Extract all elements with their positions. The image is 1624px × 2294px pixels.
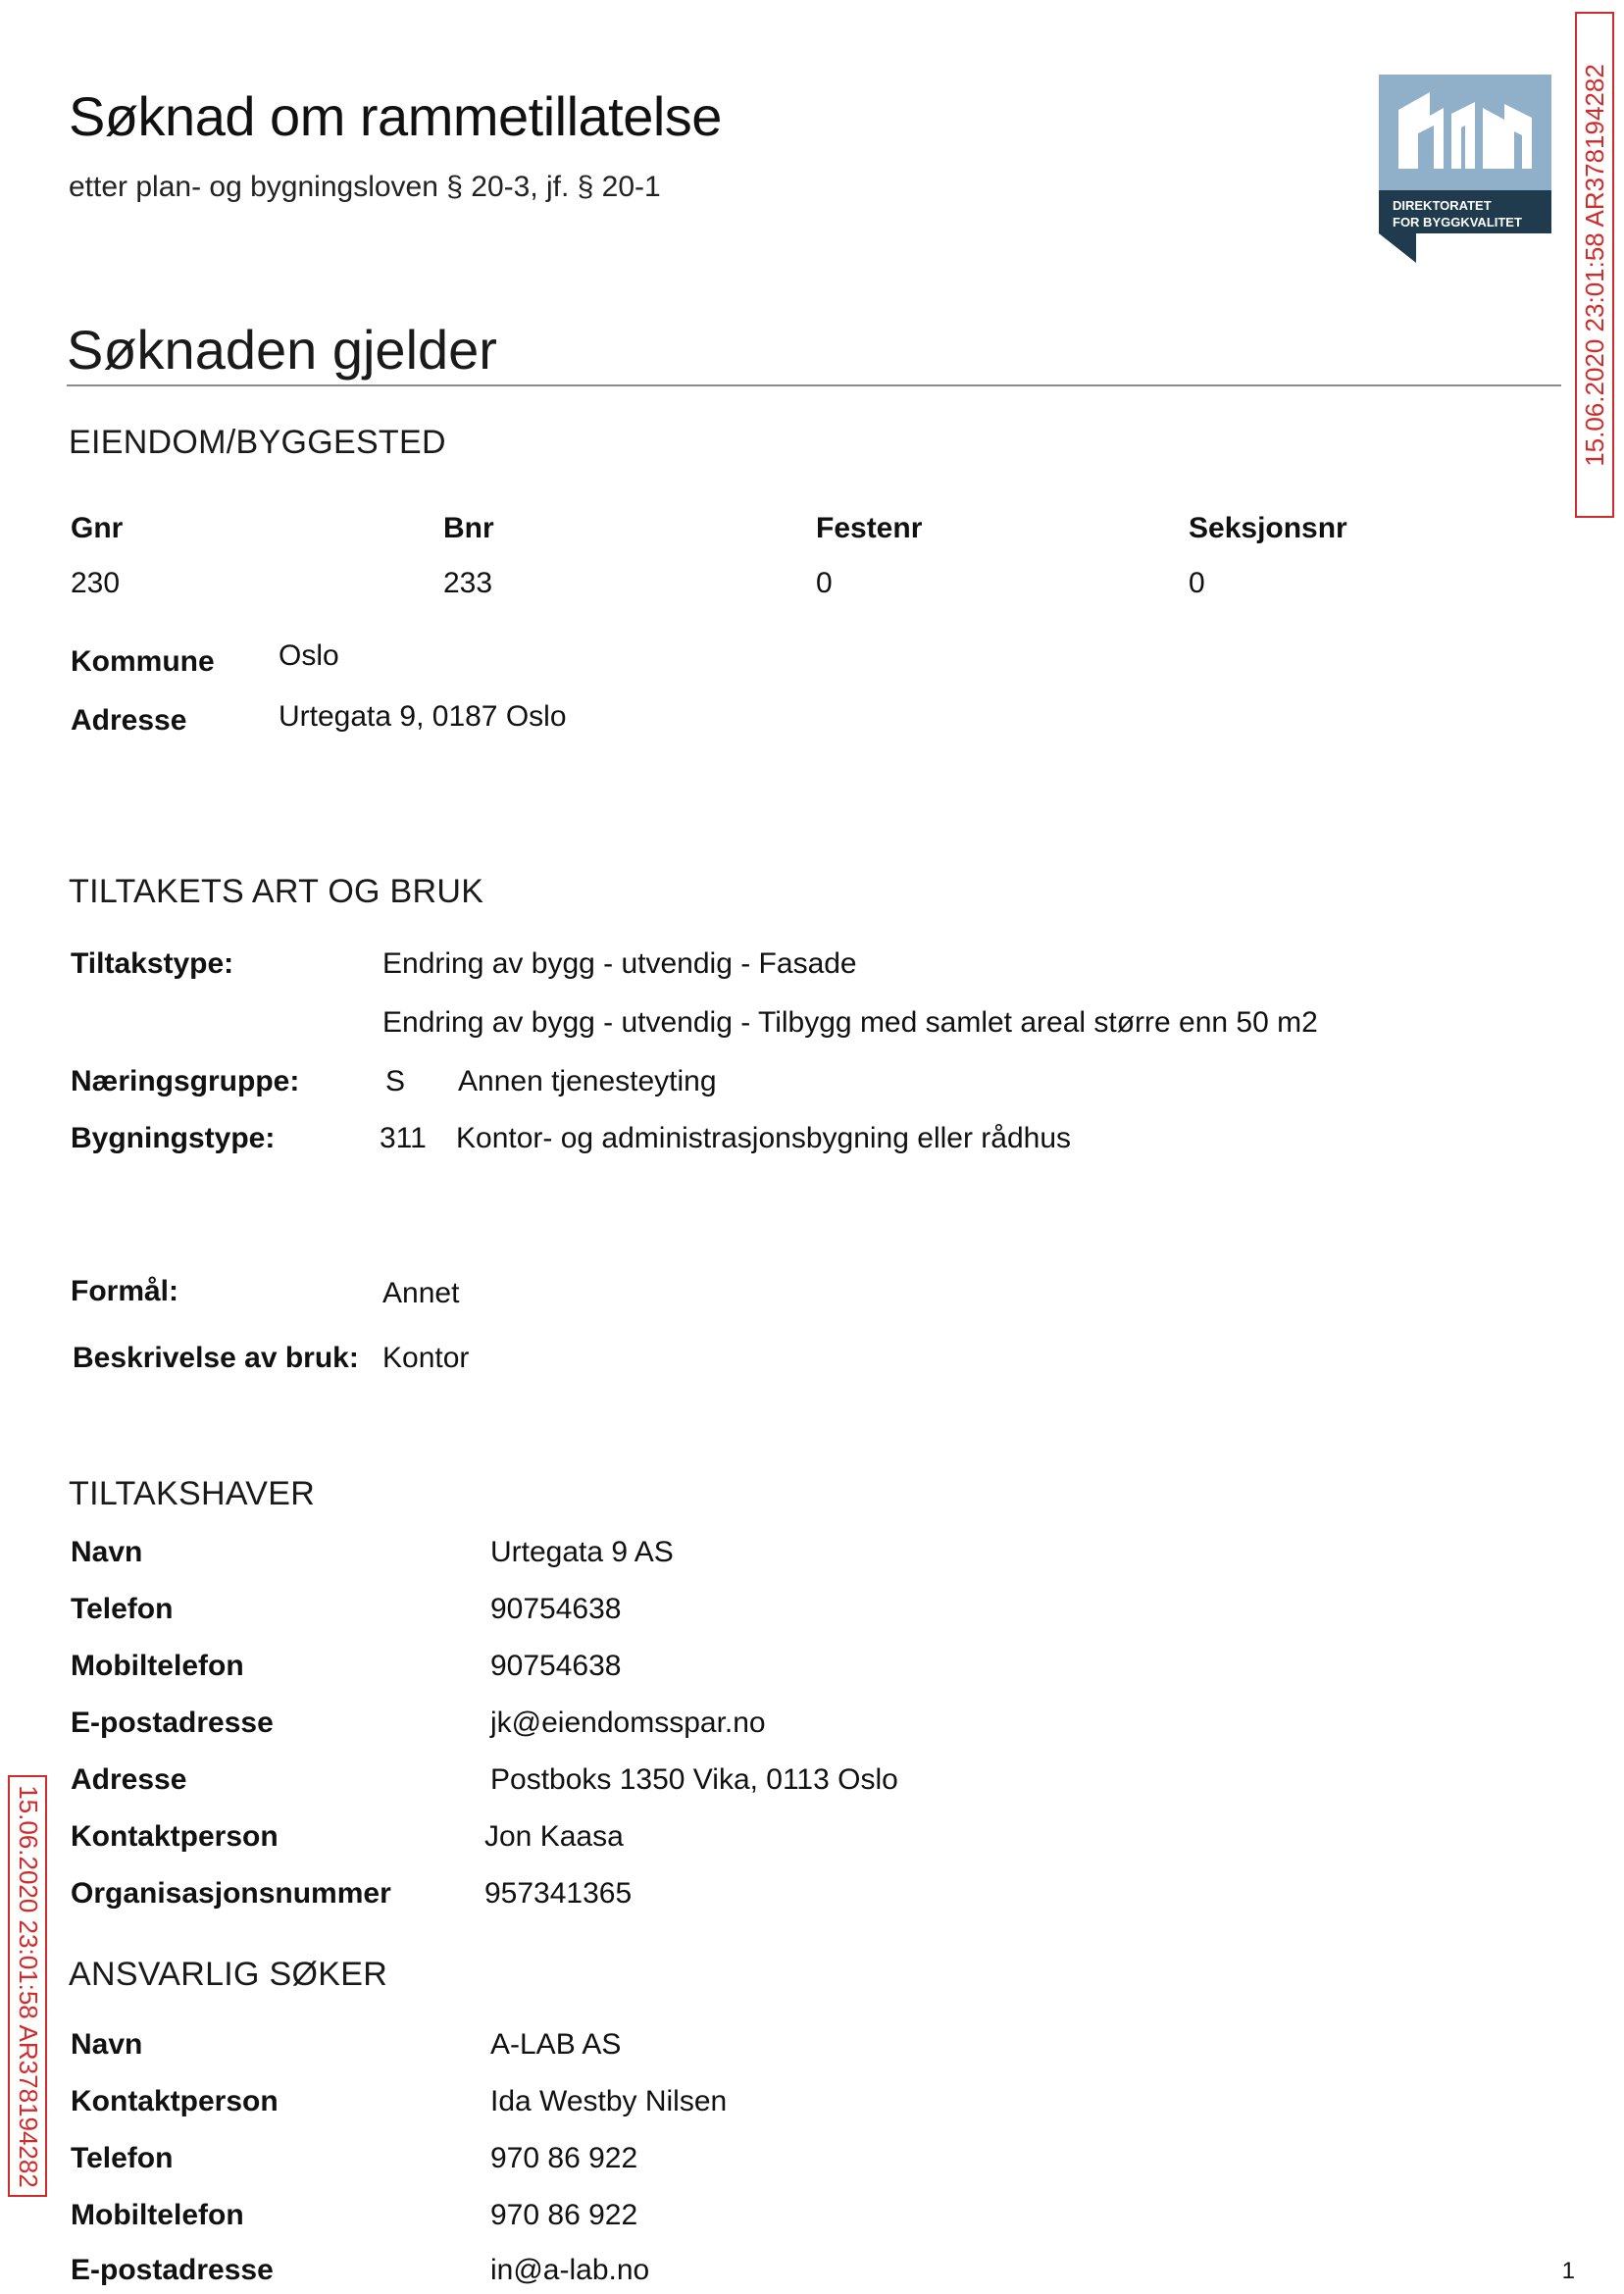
tiltakshaver-adresse-label: Adresse <box>71 1763 187 1796</box>
tiltakshaver-telefon-label: Telefon <box>71 1593 174 1625</box>
formal-label: Formål: <box>71 1275 179 1307</box>
bygningstype-label: Bygningstype: <box>71 1122 276 1154</box>
gnr-label: Gnr <box>71 512 124 544</box>
adresse-value: Urtegata 9, 0187 Oslo <box>279 700 567 733</box>
dibk-logo <box>1379 75 1551 263</box>
tiltakshaver-orgnr-label: Organisasjonsnummer <box>71 1877 391 1910</box>
eiendom-heading: EIENDOM/BYGGESTED <box>69 424 446 461</box>
soker-navn-value: A-LAB AS <box>490 2028 622 2061</box>
tiltakshaver-mobil-value: 90754638 <box>490 1650 622 1682</box>
tiltakshaver-epost-value: jk@eiendomsspar.no <box>490 1707 766 1739</box>
bygningstype-value: Kontor- og administrasjonsbygning eller rådhus <box>456 1122 1072 1154</box>
received-stamp-left <box>8 1775 47 2197</box>
naeringsgruppe-label: Næringsgruppe: <box>71 1065 300 1097</box>
tiltakshaver-heading: TILTAKSHAVER <box>69 1475 316 1512</box>
naeringsgruppe-code: S <box>385 1065 406 1097</box>
soker-navn-label: Navn <box>71 2028 143 2061</box>
section-divider <box>67 384 1561 386</box>
tiltakshaver-orgnr-value: 957341365 <box>484 1877 633 1910</box>
soker-mobil-value: 970 86 922 <box>490 2199 638 2231</box>
bnr-value: 233 <box>443 567 493 599</box>
tiltakshaver-navn-value: Urtegata 9 AS <box>490 1536 674 1568</box>
soker-kontaktperson-label: Kontaktperson <box>71 2085 279 2117</box>
kommune-label: Kommune <box>71 645 215 678</box>
soker-epost-value: in@a-lab.no <box>490 2254 650 2286</box>
bnr-label: Bnr <box>443 512 494 544</box>
tiltakshaver-kontaktperson-label: Kontaktperson <box>71 1820 279 1853</box>
festenr-label: Festenr <box>816 512 923 544</box>
tiltakshaver-adresse-value: Postboks 1350 Vika, 0113 Oslo <box>490 1763 898 1796</box>
beskrivelse-label: Beskrivelse av bruk: <box>73 1342 359 1374</box>
tiltakstype-label: Tiltakstype: <box>71 947 234 980</box>
tiltak-heading: TILTAKETS ART OG BRUK <box>69 873 484 910</box>
festenr-value: 0 <box>816 567 833 599</box>
formal-value: Annet <box>382 1277 460 1309</box>
stamp-text: 15.06.2020 23:01:58 AR378194282 <box>13 1784 43 2188</box>
soker-mobil-label: Mobiltelefon <box>71 2199 244 2231</box>
naeringsgruppe-value: Annen tjenesteyting <box>458 1065 717 1097</box>
gnr-value: 230 <box>71 567 121 599</box>
received-stamp-right <box>1575 12 1614 518</box>
document-title: Søknad om rammetillatelse <box>69 85 722 147</box>
soker-telefon-value: 970 86 922 <box>490 2142 638 2174</box>
tiltakshaver-navn-label: Navn <box>71 1536 143 1568</box>
dibk-logo-graphic <box>1379 75 1551 263</box>
adresse-label: Adresse <box>71 704 187 737</box>
tiltakshaver-telefon-value: 90754638 <box>490 1593 622 1625</box>
tiltakstype-value-2: Endring av bygg - utvendig - Tilbygg med samlet areal større enn 50 m2 <box>382 1006 1318 1039</box>
section-title: Søknaden gjelder <box>67 319 497 381</box>
tiltakshaver-epost-label: E-postadresse <box>71 1707 274 1739</box>
logo-text-line2: FOR BYGGKVALITET <box>1393 215 1522 229</box>
document-subtitle: etter plan- og bygningsloven § 20-3, jf. § 20-1 <box>69 171 661 203</box>
tiltakstype-value-1: Endring av bygg - utvendig - Fasade <box>382 947 857 980</box>
bygningstype-code: 311 <box>380 1122 427 1154</box>
seksjonsnr-value: 0 <box>1189 567 1205 599</box>
page-number: 1 <box>1561 2258 1575 2284</box>
tiltakshaver-kontaktperson-value: Jon Kaasa <box>484 1820 624 1853</box>
stamp-text: 15.06.2020 23:01:58 AR378194282 <box>1579 63 1609 467</box>
ansvarlig-soker-heading: ANSVARLIG SØKER <box>69 1956 388 1993</box>
soker-telefon-label: Telefon <box>71 2142 174 2174</box>
tiltakshaver-mobil-label: Mobiltelefon <box>71 1650 244 1682</box>
logo-text-line1: DIREKTORATET <box>1393 198 1492 213</box>
soker-epost-label: E-postadresse <box>71 2254 274 2286</box>
soker-kontaktperson-value: Ida Westby Nilsen <box>490 2085 728 2117</box>
beskrivelse-value: Kontor <box>382 1342 470 1374</box>
seksjonsnr-label: Seksjonsnr <box>1189 512 1347 544</box>
kommune-value: Oslo <box>279 639 339 672</box>
